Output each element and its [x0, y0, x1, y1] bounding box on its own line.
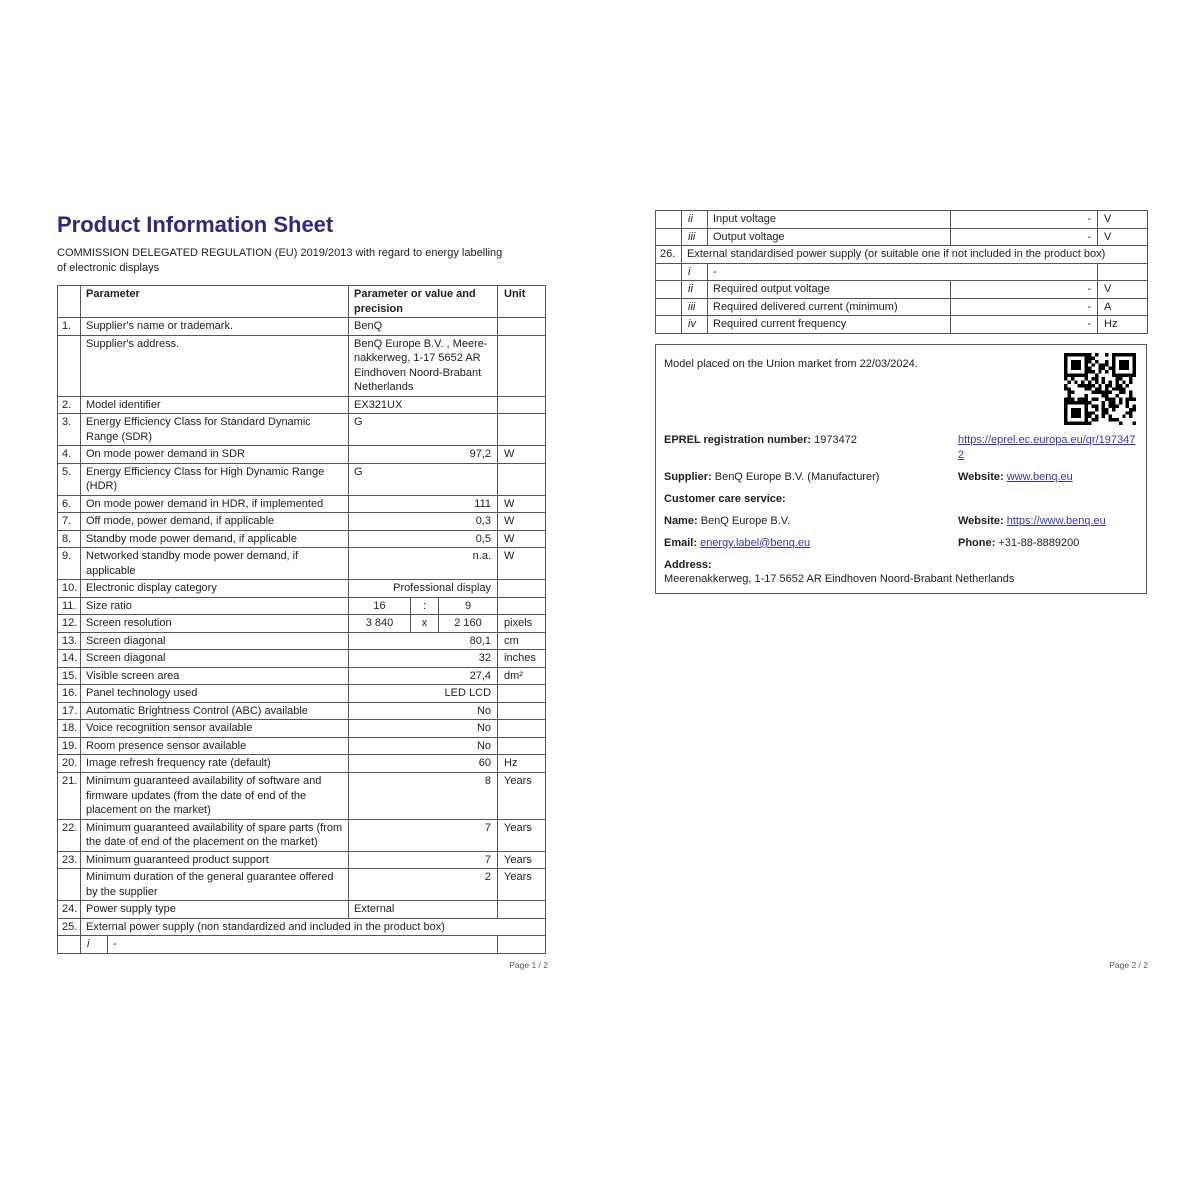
- address-label: Address:: [664, 558, 712, 571]
- table-row: [58, 335, 546, 396]
- unit-label: [498, 685, 546, 703]
- row-number: 14.: [58, 650, 81, 668]
- parameter-value: No: [349, 702, 498, 720]
- parameter-label: Power supply type: [81, 901, 349, 919]
- unit-label: Hz: [498, 755, 546, 773]
- parameter-value: -: [951, 298, 1098, 316]
- ratio-part: :: [410, 598, 439, 615]
- name-label: Name:: [664, 514, 698, 527]
- supplier-info-box: [655, 344, 1147, 594]
- table-row: [58, 286, 546, 318]
- parameter-value: 0,5: [349, 530, 498, 548]
- page-2: [655, 210, 1147, 594]
- table-row: [58, 597, 546, 615]
- email-label: Email:: [664, 536, 698, 549]
- parameter-value: [349, 597, 498, 615]
- row-number: 22.: [58, 819, 81, 851]
- table-row: [58, 901, 546, 919]
- page-1: [57, 212, 545, 954]
- parameter-label: Image refresh frequency rate (default): [81, 755, 349, 773]
- row-number: 13.: [58, 632, 81, 650]
- parameter-label: Model identifier: [81, 396, 349, 414]
- parameter-value: [349, 615, 498, 633]
- email-link[interactable]: energy.label@benq.eu: [700, 536, 811, 549]
- parameter-value: -: [951, 228, 1098, 246]
- table-row: [58, 851, 546, 869]
- parameter-value: BenQ: [349, 318, 498, 336]
- page-title: Product Information Sheet: [57, 212, 334, 237]
- parameter-label: Standby mode power demand, if applicable: [81, 530, 349, 548]
- parameter-value: 7: [349, 819, 498, 851]
- unit-label: [1098, 263, 1148, 281]
- unit-label: cm: [498, 632, 546, 650]
- eprel-row: [664, 433, 1136, 463]
- unit-label: W: [498, 513, 546, 531]
- unit-label: [498, 335, 546, 396]
- roman-index: i: [81, 936, 108, 954]
- row-number: [656, 316, 682, 334]
- unit-label: [498, 463, 546, 495]
- table-row: [656, 211, 1148, 229]
- parameter-label: Screen resolution: [81, 615, 349, 633]
- table-row: [58, 548, 546, 580]
- parameter-label: Minimum duration of the general guarantee offered by the supplier: [81, 869, 349, 901]
- parameter-label: Required output voltage: [708, 281, 951, 299]
- unit-label: [498, 936, 546, 954]
- table-row: [58, 936, 546, 954]
- parameter-value: 2: [349, 869, 498, 901]
- parameter-value: 27,4: [349, 667, 498, 685]
- unit-label: pixels: [498, 615, 546, 633]
- row-number: 25.: [58, 918, 81, 936]
- parameter-value: External: [349, 901, 498, 919]
- address-value: Meerenakkerweg, 1-17 5652 AR Eindhoven Noord-Brabant Netherlands: [664, 573, 1015, 586]
- table-row: [58, 615, 546, 633]
- parameter-label: Voice recognition sensor available: [81, 720, 349, 738]
- row-number: [656, 298, 682, 316]
- row-number: 1.: [58, 318, 81, 336]
- parameter-value: No: [349, 737, 498, 755]
- page1-footer: Page 1 / 2: [509, 960, 548, 970]
- eprel-link[interactable]: https://eprel.ec.europa.eu/qr/1973472: [958, 434, 1136, 462]
- table-row: [58, 755, 546, 773]
- care-website-link[interactable]: https://www.benq.eu: [1006, 514, 1106, 527]
- unit-label: Hz: [1098, 316, 1148, 334]
- supplier-website-link[interactable]: www.benq.eu: [1006, 471, 1073, 484]
- unit-label: Years: [498, 851, 546, 869]
- table-row: [656, 263, 1148, 281]
- row-number: 24.: [58, 901, 81, 919]
- row-number: [58, 869, 81, 901]
- care-website-label: Website:: [958, 514, 1004, 527]
- table-row: [58, 396, 546, 414]
- ratio-part: 3 840: [365, 617, 394, 630]
- unit-label: Years: [498, 869, 546, 901]
- parameter-value: G: [349, 414, 498, 446]
- parameter-label: Required delivered current (minimum): [708, 298, 951, 316]
- unit-label: [498, 702, 546, 720]
- eprel-number: 1973472: [814, 434, 857, 447]
- unit-header: Unit: [498, 286, 546, 318]
- phone-value: +31-88-8889200: [998, 536, 1080, 549]
- website-label: Website:: [958, 471, 1004, 484]
- parameter-label: Size ratio: [81, 597, 349, 615]
- row-number: 19.: [58, 737, 81, 755]
- table-row: [58, 446, 546, 464]
- parameter-value: 32: [349, 650, 498, 668]
- row-number: 26.: [656, 246, 682, 264]
- ratio-part: 9: [464, 599, 472, 612]
- table-row: [656, 246, 1148, 264]
- unit-label: W: [498, 446, 546, 464]
- row-number: 21.: [58, 772, 81, 819]
- supplier-row: [664, 470, 1136, 485]
- parameter-value: 111: [349, 495, 498, 513]
- row-number: 5.: [58, 463, 81, 495]
- section-label: External standardised power supply (or suitable one if not included in the product box): [682, 246, 1148, 264]
- parameter-label: -: [108, 936, 498, 954]
- ratio-part: 16: [373, 599, 386, 612]
- parameter-value: EX321UX: [349, 396, 498, 414]
- unit-label: V: [1098, 211, 1148, 229]
- value-header: Parameter or value and precision: [349, 286, 498, 318]
- unit-label: [498, 720, 546, 738]
- parameter-label: Off mode, power demand, if applicable: [81, 513, 349, 531]
- parameter-label: Energy Efficiency Class for High Dynamic Range (HDR): [81, 463, 349, 495]
- row-number: 17.: [58, 702, 81, 720]
- row-number: [656, 281, 682, 299]
- parameter-label: On mode power demand in SDR: [81, 446, 349, 464]
- unit-label: [498, 396, 546, 414]
- table-row: [58, 869, 546, 901]
- supplier-label: Supplier:: [664, 471, 712, 484]
- unit-label: dm²: [498, 667, 546, 685]
- parameter-value: -: [951, 211, 1098, 229]
- row-number: 11.: [58, 597, 81, 615]
- unit-label: [498, 597, 546, 615]
- row-number: 23.: [58, 851, 81, 869]
- table-row: [656, 298, 1148, 316]
- roman-index: iii: [682, 298, 708, 316]
- row-number: 3.: [58, 414, 81, 446]
- parameter-value: 7: [349, 851, 498, 869]
- parameter-label: Minimum guaranteed availability of software and firmware updates (from the date of end of the placement on the market): [81, 772, 349, 819]
- parameter-header: Parameter: [81, 286, 349, 318]
- parameter-label: Visible screen area: [81, 667, 349, 685]
- unit-label: V: [1098, 281, 1148, 299]
- table-row: [58, 463, 546, 495]
- unit-label: [498, 737, 546, 755]
- roman-index: iv: [682, 316, 708, 334]
- parameter-label: Screen diagonal: [81, 632, 349, 650]
- table-row: [58, 495, 546, 513]
- parameter-value: G: [349, 463, 498, 495]
- parameter-value: Professional display: [349, 580, 498, 598]
- unit-label: W: [498, 495, 546, 513]
- table-row: [58, 632, 546, 650]
- row-number: 16.: [58, 685, 81, 703]
- ratio-part: 2 160: [454, 617, 482, 630]
- market-placement-note: Model placed on the Union market from 22/03/2024.: [664, 357, 918, 370]
- unit-label: [498, 901, 546, 919]
- row-number: 12.: [58, 615, 81, 633]
- unit-label: Years: [498, 819, 546, 851]
- parameter-label: Energy Efficiency Class for Standard Dynamic Range (SDR): [81, 414, 349, 446]
- row-number: 20.: [58, 755, 81, 773]
- table-row: [58, 918, 546, 936]
- eprel-label: EPREL registration number:: [664, 434, 812, 447]
- parameter-label: Electronic display category: [81, 580, 349, 598]
- unit-label: Years: [498, 772, 546, 819]
- parameter-label: Networked standby mode power demand, if applicable: [81, 548, 349, 580]
- regulation-subtitle: COMMISSION DELEGATED REGULATION (EU) 2019/2013 with regard to energy labelling of electronic displays: [57, 247, 503, 274]
- row-number: [656, 228, 682, 246]
- row-number: [656, 263, 682, 281]
- ratio-part: x: [410, 615, 439, 632]
- parameter-label: Automatic Brightness Control (ABC) available: [81, 702, 349, 720]
- table-row: [58, 702, 546, 720]
- parameter-value: 60: [349, 755, 498, 773]
- parameter-value: 97,2: [349, 446, 498, 464]
- care-name-row: [664, 514, 1136, 529]
- table-row: [58, 667, 546, 685]
- page2-footer: Page 2 / 2: [1109, 960, 1148, 970]
- unit-label: W: [498, 548, 546, 580]
- table-row: [58, 530, 546, 548]
- row-number: 2.: [58, 396, 81, 414]
- unit-label: W: [498, 530, 546, 548]
- parameter-value: 80,1: [349, 632, 498, 650]
- table-row: [58, 650, 546, 668]
- parameter-value: 8: [349, 772, 498, 819]
- roman-index: ii: [682, 281, 708, 299]
- parameter-label: On mode power demand in HDR, if implemented: [81, 495, 349, 513]
- parameter-label: Required current frequency: [708, 316, 951, 334]
- row-number: 15.: [58, 667, 81, 685]
- contact-row: [664, 536, 1136, 551]
- parameter-label: Room presence sensor available: [81, 737, 349, 755]
- unit-label: inches: [498, 650, 546, 668]
- parameter-value: 0,3: [349, 513, 498, 531]
- address-block: [664, 558, 1136, 588]
- row-number: 9.: [58, 548, 81, 580]
- roman-index: iii: [682, 228, 708, 246]
- parameter-label: Supplier's name or trademark.: [81, 318, 349, 336]
- qr-code: [1064, 353, 1136, 425]
- parameter-value: -: [951, 281, 1098, 299]
- table-row: [58, 685, 546, 703]
- parameter-value: LED LCD: [349, 685, 498, 703]
- table-row: [58, 513, 546, 531]
- section-label: External power supply (non standardized and included in the product box): [81, 918, 546, 936]
- parameter-label: Minimum guaranteed product support: [81, 851, 349, 869]
- row-number: [58, 936, 81, 954]
- unit-label: [498, 580, 546, 598]
- table-row: [58, 580, 546, 598]
- parameter-value: BenQ Europe B.V. , Meere-nakkerweg, 1-17 5652 AR Eindhoven Noord-Brabant Netherlands: [349, 335, 498, 396]
- table-row: [58, 737, 546, 755]
- parameter-label: Screen diagonal: [81, 650, 349, 668]
- row-number: 6.: [58, 495, 81, 513]
- table-row: [656, 316, 1148, 334]
- row-number: [656, 211, 682, 229]
- parameter-label: Supplier's address.: [81, 335, 349, 396]
- row-number: [58, 286, 81, 318]
- unit-label: V: [1098, 228, 1148, 246]
- product-info-table-page2: [655, 210, 1148, 334]
- row-number: 8.: [58, 530, 81, 548]
- table-row: [58, 318, 546, 336]
- table-row: [656, 281, 1148, 299]
- parameter-label: Input voltage: [708, 211, 951, 229]
- table-row: [58, 819, 546, 851]
- table-row: [58, 772, 546, 819]
- name-value: BenQ Europe B.V.: [700, 514, 791, 527]
- table-row: [58, 414, 546, 446]
- customer-care-row: [664, 492, 1136, 507]
- unit-label: A: [1098, 298, 1148, 316]
- row-number: 7.: [58, 513, 81, 531]
- parameter-label: Output voltage: [708, 228, 951, 246]
- parameter-value: -: [951, 316, 1098, 334]
- customer-care-label: Customer care service:: [664, 492, 786, 505]
- roman-index: i: [682, 263, 708, 281]
- parameter-value: n.a.: [349, 548, 498, 580]
- unit-label: [498, 318, 546, 336]
- row-number: 18.: [58, 720, 81, 738]
- parameter-label: Minimum guaranteed availability of spare parts (from the date of end of the placement on the market): [81, 819, 349, 851]
- roman-index: ii: [682, 211, 708, 229]
- row-number: 4.: [58, 446, 81, 464]
- table-row: [656, 228, 1148, 246]
- parameter-value: No: [349, 720, 498, 738]
- unit-label: [498, 414, 546, 446]
- phone-label: Phone:: [958, 536, 996, 549]
- table-row: [58, 720, 546, 738]
- row-number: 10.: [58, 580, 81, 598]
- parameter-label: Panel technology used: [81, 685, 349, 703]
- row-number: [58, 335, 81, 396]
- supplier-value: BenQ Europe B.V. (Manufacturer): [714, 471, 880, 484]
- parameter-label: -: [708, 263, 1098, 281]
- product-info-table-page1: [57, 285, 546, 954]
